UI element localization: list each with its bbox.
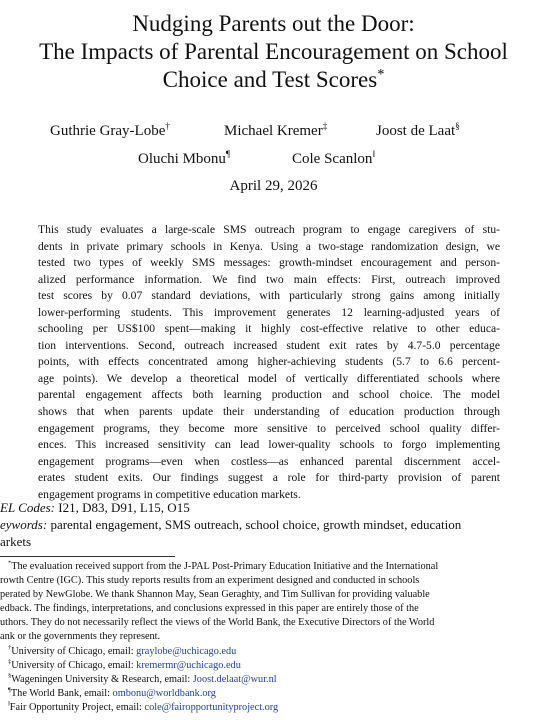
author (292, 145, 375, 173)
affiliation-text: University of Chicago, email: (11, 645, 134, 657)
abstract-line: ences. This increased sensitivity can lead lower-quality schools to forgo implementing (38, 438, 500, 452)
acknowledgement-footnote (0, 560, 537, 645)
footnote-text: perated by NewGlobe. We thank Shannon May, Sean Geraghty, and Tim Sullivan for providing valuable (0, 589, 430, 601)
abstract-line: engagement programs, they become more sensitive to perceived school quality differ- (38, 421, 500, 435)
jel-codes (0, 499, 547, 516)
footnote-text: rowth Centre (IGC). This study reports results from an experiment designed and conducted in schools (0, 575, 420, 587)
affiliation-mark: ‖ (8, 700, 10, 708)
affiliation-mark: † (8, 644, 12, 652)
affiliation-mark: § (8, 672, 12, 680)
author (224, 117, 327, 145)
footnote-mark: * (8, 559, 12, 567)
affiliation-text: Fair Opportunity Project, email: (9, 701, 142, 713)
paper-date: April 29, 2026 (229, 178, 318, 194)
footnote-line (0, 602, 537, 616)
author-row (0, 145, 547, 173)
affiliation-text: The World Bank, email: (10, 687, 110, 699)
affiliation-footnote (0, 673, 537, 687)
footnote-line (0, 574, 537, 588)
abstract-line: engagement programs in competitive education markets. (38, 487, 301, 501)
title-line (0, 66, 547, 94)
jel-and-keywords (0, 499, 547, 550)
abstract-line: parental engagement affects both learning production and school choice. The model (38, 388, 500, 402)
footnotes (0, 560, 537, 715)
author-mark: ‖ (372, 150, 376, 160)
jel-value: I21, D83, D91, L15, O15 (58, 500, 190, 515)
keywords-label: eywords: (0, 517, 48, 532)
keywords-value: parental engagement, SMS outreach, school choice, growth mindset, education (50, 517, 462, 532)
affiliation-footnote (0, 659, 537, 673)
abstract-line: schooling per US$100 spent—making it highly cost-effective relative to other educa- (38, 322, 500, 336)
title-line: Nudging Parents out the Door: (132, 11, 415, 36)
affiliation-footnotes (0, 645, 537, 715)
author (50, 117, 170, 145)
affiliation-footnote (0, 645, 537, 659)
abstract-line: test scores by 0.07 standard deviations, with particularly strong gains among initially (38, 289, 500, 303)
abstract-line: engagement programs—even when costless—as enhanced parental discernment accel- (38, 454, 500, 468)
jel-label: EL Codes: (0, 500, 56, 515)
affiliation-mark: ¶ (8, 686, 11, 694)
footnote-line (0, 616, 537, 630)
affiliation-text: Wageningen University & Research, email: (11, 673, 191, 685)
author-mark: ‡ (322, 122, 328, 132)
author-name: Guthrie Gray-Lobe (50, 123, 166, 139)
affiliation-mark: ‡ (8, 658, 12, 666)
footnote-rule (0, 556, 175, 557)
author (138, 145, 230, 173)
author (376, 117, 460, 145)
title-line-text: Choice and Test Scores (162, 67, 378, 92)
email-link[interactable]: cole@fairopportunityproject.org (144, 701, 279, 713)
abstract-line: lower-performing students. This improvement generates 12 learning-adjusted years of (38, 305, 500, 319)
affiliation-text: University of Chicago, email: (11, 659, 134, 671)
footnote-line (0, 588, 537, 602)
email-link[interactable]: graylobe@uchicago.edu (136, 645, 237, 657)
affiliation-footnote (0, 701, 537, 715)
author-mark: § (455, 122, 460, 132)
author-mark: † (165, 122, 171, 132)
author-mark: ¶ (225, 150, 231, 160)
author-list (0, 117, 547, 173)
email-link[interactable]: Joost.delaat@wur.nl (192, 673, 277, 685)
keywords-continuation: arkets (0, 534, 32, 549)
author-row (0, 117, 547, 145)
abstract-line: tested two types of weekly SMS messages: growth-mindset encouragement and person- (38, 256, 500, 270)
abstract-line: points, with effects concentrated among higher-achieving students (5.7 to 6.6 percent- (38, 355, 500, 369)
title-line: The Impacts of Parental Encouragement on School (39, 39, 508, 64)
affiliation-footnote (0, 687, 537, 701)
footnote-text: edback. The findings, interpretations, and conclusions expressed in this paper are entirely those of the (0, 603, 419, 615)
abstract-line: erates student exits. Our findings suggest a role for third-party provision of parent (38, 471, 500, 485)
abstract-line: shows that when parents update their understanding of education production through (38, 405, 500, 419)
abstract-line: alized performance information. We find two main effects: First, outreach improved (38, 272, 500, 286)
footnote-text: ank or the governments they represent. (0, 631, 161, 643)
author-name: Oluchi Mbonu (138, 151, 226, 167)
footnote-text: The evaluation received support from the J-PAL Post-Primary Education Initiative and the International (11, 561, 439, 572)
footnote-line (0, 630, 537, 644)
keywords (0, 516, 547, 533)
author-name: Michael Kremer (224, 123, 323, 139)
paper-title (0, 10, 547, 94)
abstract-line: tion interventions. Second, outreach increased student exit rates by 4.7-5.0 percentage (38, 338, 500, 352)
abstract-line: age points). We develop a theoretical model of vertically differentiated schools where (38, 371, 500, 385)
author-name: Joost de Laat (376, 123, 456, 139)
abstract-line: dents in private primary schools in Kenya. Using a two-stage randomization design, we (38, 239, 500, 253)
author-name: Cole Scanlon (292, 151, 373, 167)
email-link[interactable]: kremermr@uchicago.edu (136, 659, 241, 671)
abstract (38, 222, 500, 503)
footnote-text: uthors. They do not necessarily reflect the views of the World Bank, the Executive Directors of the World (0, 617, 435, 629)
title-footnote-mark: * (377, 66, 385, 83)
abstract-line: This study evaluates a large-scale SMS outreach program to engage caregivers of stu- (38, 223, 500, 236)
email-link[interactable]: ombonu@worldbank.org (112, 687, 216, 699)
footnote-line (0, 560, 537, 574)
